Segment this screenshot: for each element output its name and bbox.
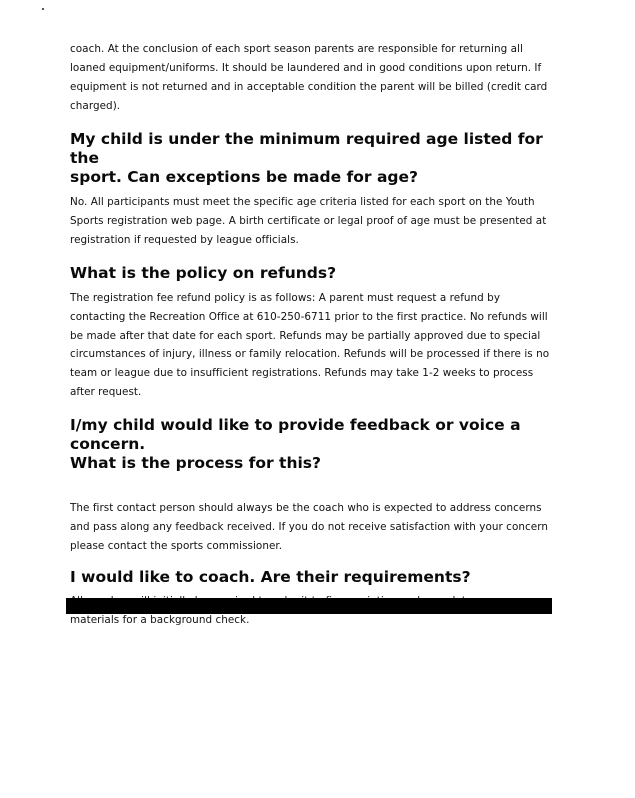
- refund-policy-answer: The registration fee refund policy is as follows: A parent must request a refund by contacting the Recreation Office at 610-250-6711 prior to the first practice. No refunds will be made after that date for each sport. Refunds may be partially approved due to special circumstances of injury, illness or family relocation. Refunds will be processed if there is no team or league due to insufficient registrations. Refunds may take 1-2 weeks to process after request.: [70, 292, 550, 398]
- document-body: [70, 40, 560, 630]
- coach-requirements-heading: I would like to coach. Are their requirements?: [70, 567, 471, 586]
- refund-policy-heading: What is the policy on refunds?: [70, 264, 337, 282]
- feedback-answer: The first contact person should always be the coach who is expected to address concerns and pass along any feedback received. If you do not receive satisfaction with your concern please contact the sports commissioner.: [70, 501, 548, 552]
- age-exception-answer: No. All participants must meet the specific age criteria listed for each sport on the Youth Sports registration web page. A birth certificate or legal proof of age must be presented at registration if requested by league officials.: [70, 196, 547, 246]
- age-exception-heading: My child is under the minimum required age listed for the sport. Can exceptions be made for age?: [70, 130, 543, 186]
- redaction-bar: [66, 598, 552, 614]
- coach-requirements-answer: materials for a background check.: [70, 613, 250, 626]
- equipment-paragraph: coach. At the conclusion of each sport season parents are responsible for returning all loaned equipment/uniforms. It should be laundered and in good conditions upon return. If equipment is not returned and in acceptable condition the parent will be billed (credit card charged).: [70, 43, 548, 112]
- feedback-heading: I/my child would like to provide feedback or voice a concern. What is the process for this?: [70, 415, 521, 472]
- scan-speck: [42, 8, 44, 10]
